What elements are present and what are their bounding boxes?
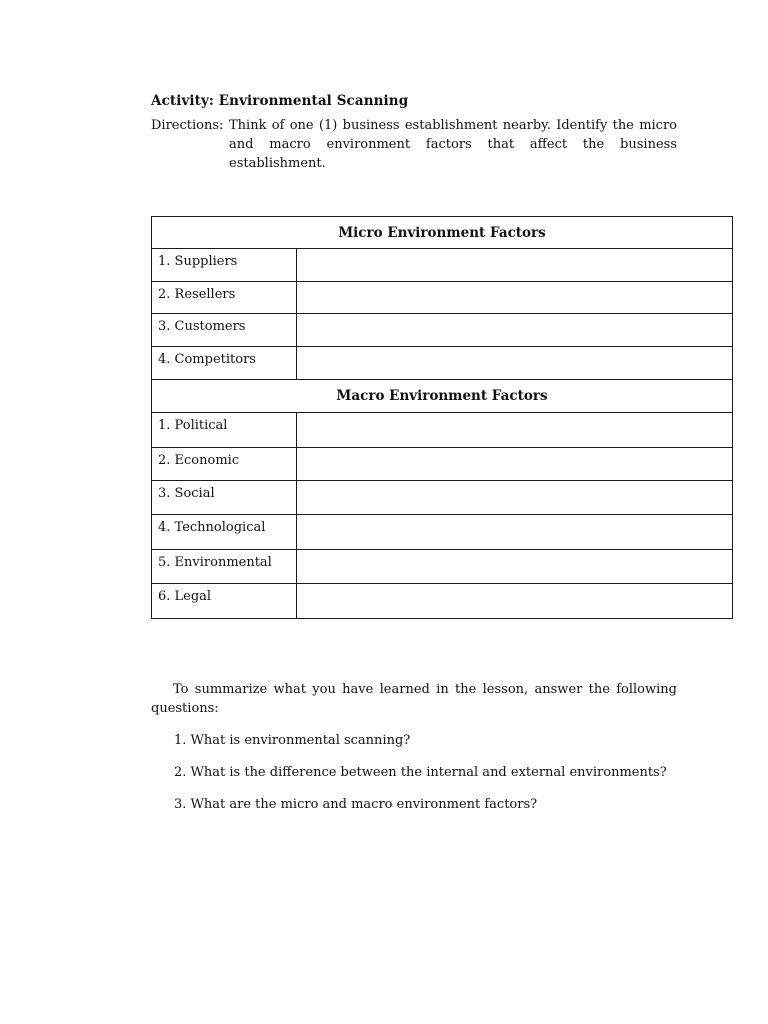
factor-label-legal: 6. Legal [152, 584, 297, 619]
factor-label-environmental: 5. Environmental [152, 550, 297, 584]
question-item: 1. What is environmental scanning? [174, 733, 411, 748]
table-row [152, 314, 733, 347]
directions [151, 116, 677, 173]
question-item: 2. What is the difference between the internal and external environments? [174, 765, 667, 780]
micro-environment-header: Micro Environment Factors [152, 217, 733, 249]
table-row [152, 448, 733, 481]
directions-label: Directions: [151, 118, 224, 133]
table-row [152, 515, 733, 550]
question-item: 3. What are the micro and macro environment factors? [174, 797, 538, 812]
macro-header-row [152, 380, 733, 413]
answer-cell-political[interactable] [297, 413, 733, 448]
factor-label-technological: 4. Technological [152, 515, 297, 550]
factor-label-political: 1. Political [152, 413, 297, 448]
activity-title: Activity: Environmental Scanning [151, 93, 409, 109]
directions-text: Think of one (1) business establishment nearby. Identify the micro and macro environment factors that affect the business establishment. [229, 118, 677, 171]
table-row [152, 282, 733, 314]
factor-label-social: 3. Social [152, 481, 297, 515]
micro-header-row [152, 217, 733, 249]
factor-label-suppliers: 1. Suppliers [152, 249, 297, 282]
factor-label-competitors: 4. Competitors [152, 347, 297, 380]
answer-cell-suppliers[interactable] [297, 249, 733, 282]
answer-cell-social[interactable] [297, 481, 733, 515]
answer-cell-customers[interactable] [297, 314, 733, 347]
table-row [152, 481, 733, 515]
answer-cell-legal[interactable] [297, 584, 733, 619]
table-row [152, 249, 733, 282]
macro-environment-header: Macro Environment Factors [152, 380, 733, 413]
answer-cell-competitors[interactable] [297, 347, 733, 380]
summary-intro: To summarize what you have learned in the lesson, answer the following questions: [151, 682, 677, 716]
table-row [152, 413, 733, 448]
table-row [152, 584, 733, 619]
factor-label-economic: 2. Economic [152, 448, 297, 481]
answer-cell-resellers[interactable] [297, 282, 733, 314]
factor-label-resellers: 2. Resellers [152, 282, 297, 314]
table-row [152, 347, 733, 380]
answer-cell-environmental[interactable] [297, 550, 733, 584]
factor-label-customers: 3. Customers [152, 314, 297, 347]
environment-factors-table [151, 216, 733, 619]
table-row [152, 550, 733, 584]
question-list [174, 731, 667, 827]
answer-cell-technological[interactable] [297, 515, 733, 550]
answer-cell-economic[interactable] [297, 448, 733, 481]
